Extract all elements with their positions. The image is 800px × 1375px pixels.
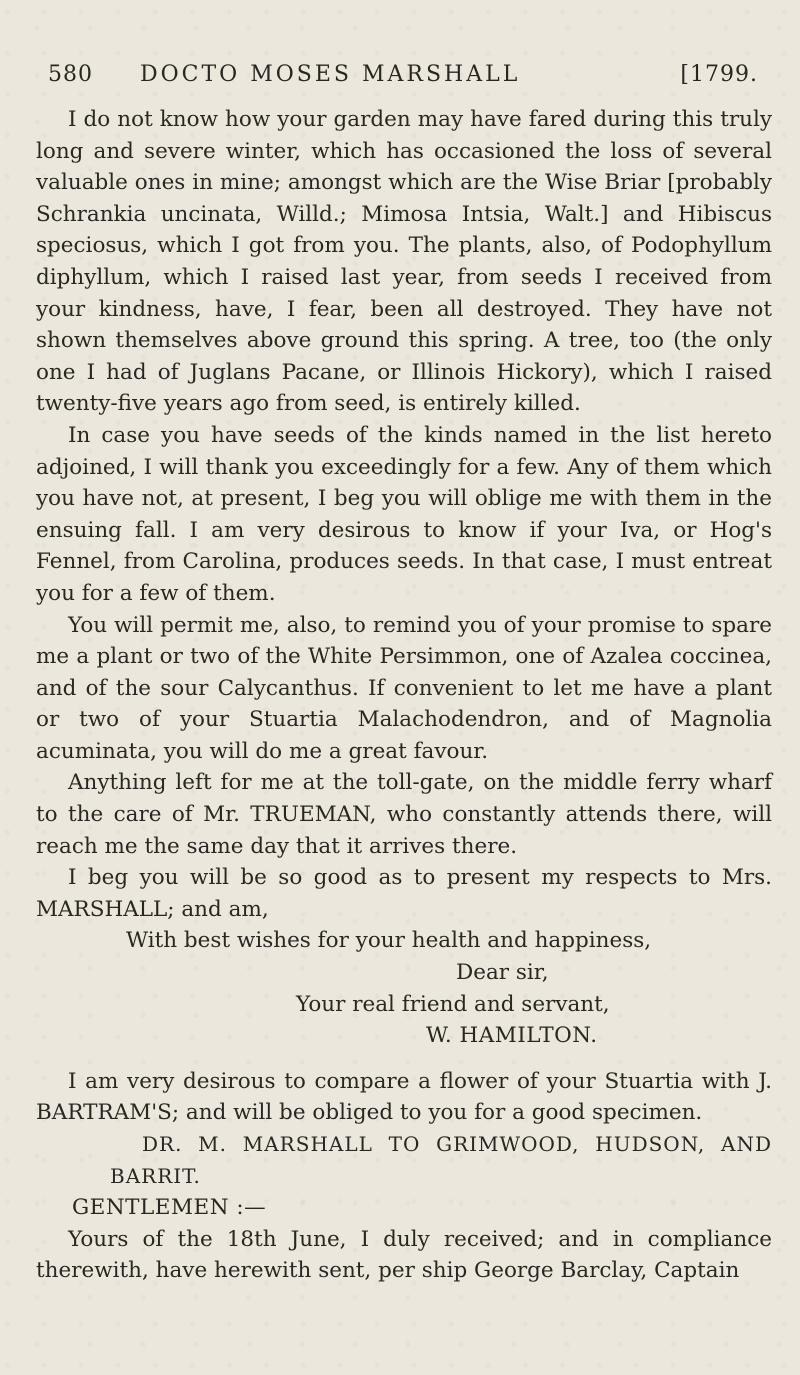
- letter-closing: [36, 925, 772, 1051]
- paragraph: Anything left for me at the toll-gate, on the middle ferry wharf to the care of Mr. TRUEMAN, who constantly attends there, will reach me the same day that it arrives there.: [36, 770, 772, 859]
- paragraph: I beg you will be so good as to present my respects to Mrs. MARSHALL; and am,: [36, 865, 772, 922]
- signature: W. HAMILTON.: [426, 1023, 598, 1049]
- running-year: [1799.: [680, 62, 758, 87]
- running-header: [48, 62, 758, 92]
- paragraph: In case you have seeds of the kinds named in the list hereto adjoined, I will thank you exceedingly for a few. Any of them which you have not, at present, I beg you will oblige me with them in the ensuing fall. I am very desirous to know if your Iva, or Hog's Fennel, from Carolina, produces seeds. In that case, I must entreat you for a few of them.: [36, 422, 772, 606]
- letter-heading: DR. M. MARSHALL TO GRIMWOOD, HUDSON, AND BARRIT.: [110, 1132, 772, 1188]
- paragraph: Yours of the 18th June, I duly received; and in compliance therewith, have herewith sent, per ship George Barclay, Captain: [36, 1226, 772, 1284]
- postscript: I am very desirous to compare a flower of your Stuartia with J. BARTRAM'S; and will be obliged to you for a good specimen.: [36, 1068, 772, 1126]
- letter-body: [36, 104, 772, 1287]
- paragraph: You will permit me, also, to remind you of your promise to spare me a plant or two of the White Persimmon, one of Azalea coccinea, and of the sour Calycanthus. If convenient to let me have a plant or two of your Stuartia Malachodendron, and of Magnolia acuminata, you will do me a great favour.: [36, 612, 772, 764]
- letter-salutation: GENTLEMEN :—: [72, 1195, 267, 1221]
- closing-valediction: Your real friend and servant,: [296, 991, 610, 1017]
- paragraph: I do not know how your garden may have fared during this truly long and severe winter, which has occasioned the loss of several valuable ones in mine; amongst which are the Wise Briar [probably Schrankia uncinata, Willd.; Mimosa Intsia, Walt.] and Hibiscus speciosus, which I got from you. The plants, also, of Podophyllum diphyllum, which I raised last year, from seeds I received from your kindness, have, I fear, been all destroyed. They have not shown themselves above ground this spring. A tree, too (the only one I had of Juglans Pacane, or Illinois Hickory), which I raised twenty-five years ago from seed, is entirely killed.: [36, 107, 772, 417]
- page-number: 580: [48, 62, 93, 87]
- closing-salutation: Dear sir,: [456, 960, 549, 986]
- running-title: DOCTO MOSES MARSHALL: [140, 62, 521, 87]
- closing-wishes: With best wishes for your health and happiness,: [126, 928, 652, 954]
